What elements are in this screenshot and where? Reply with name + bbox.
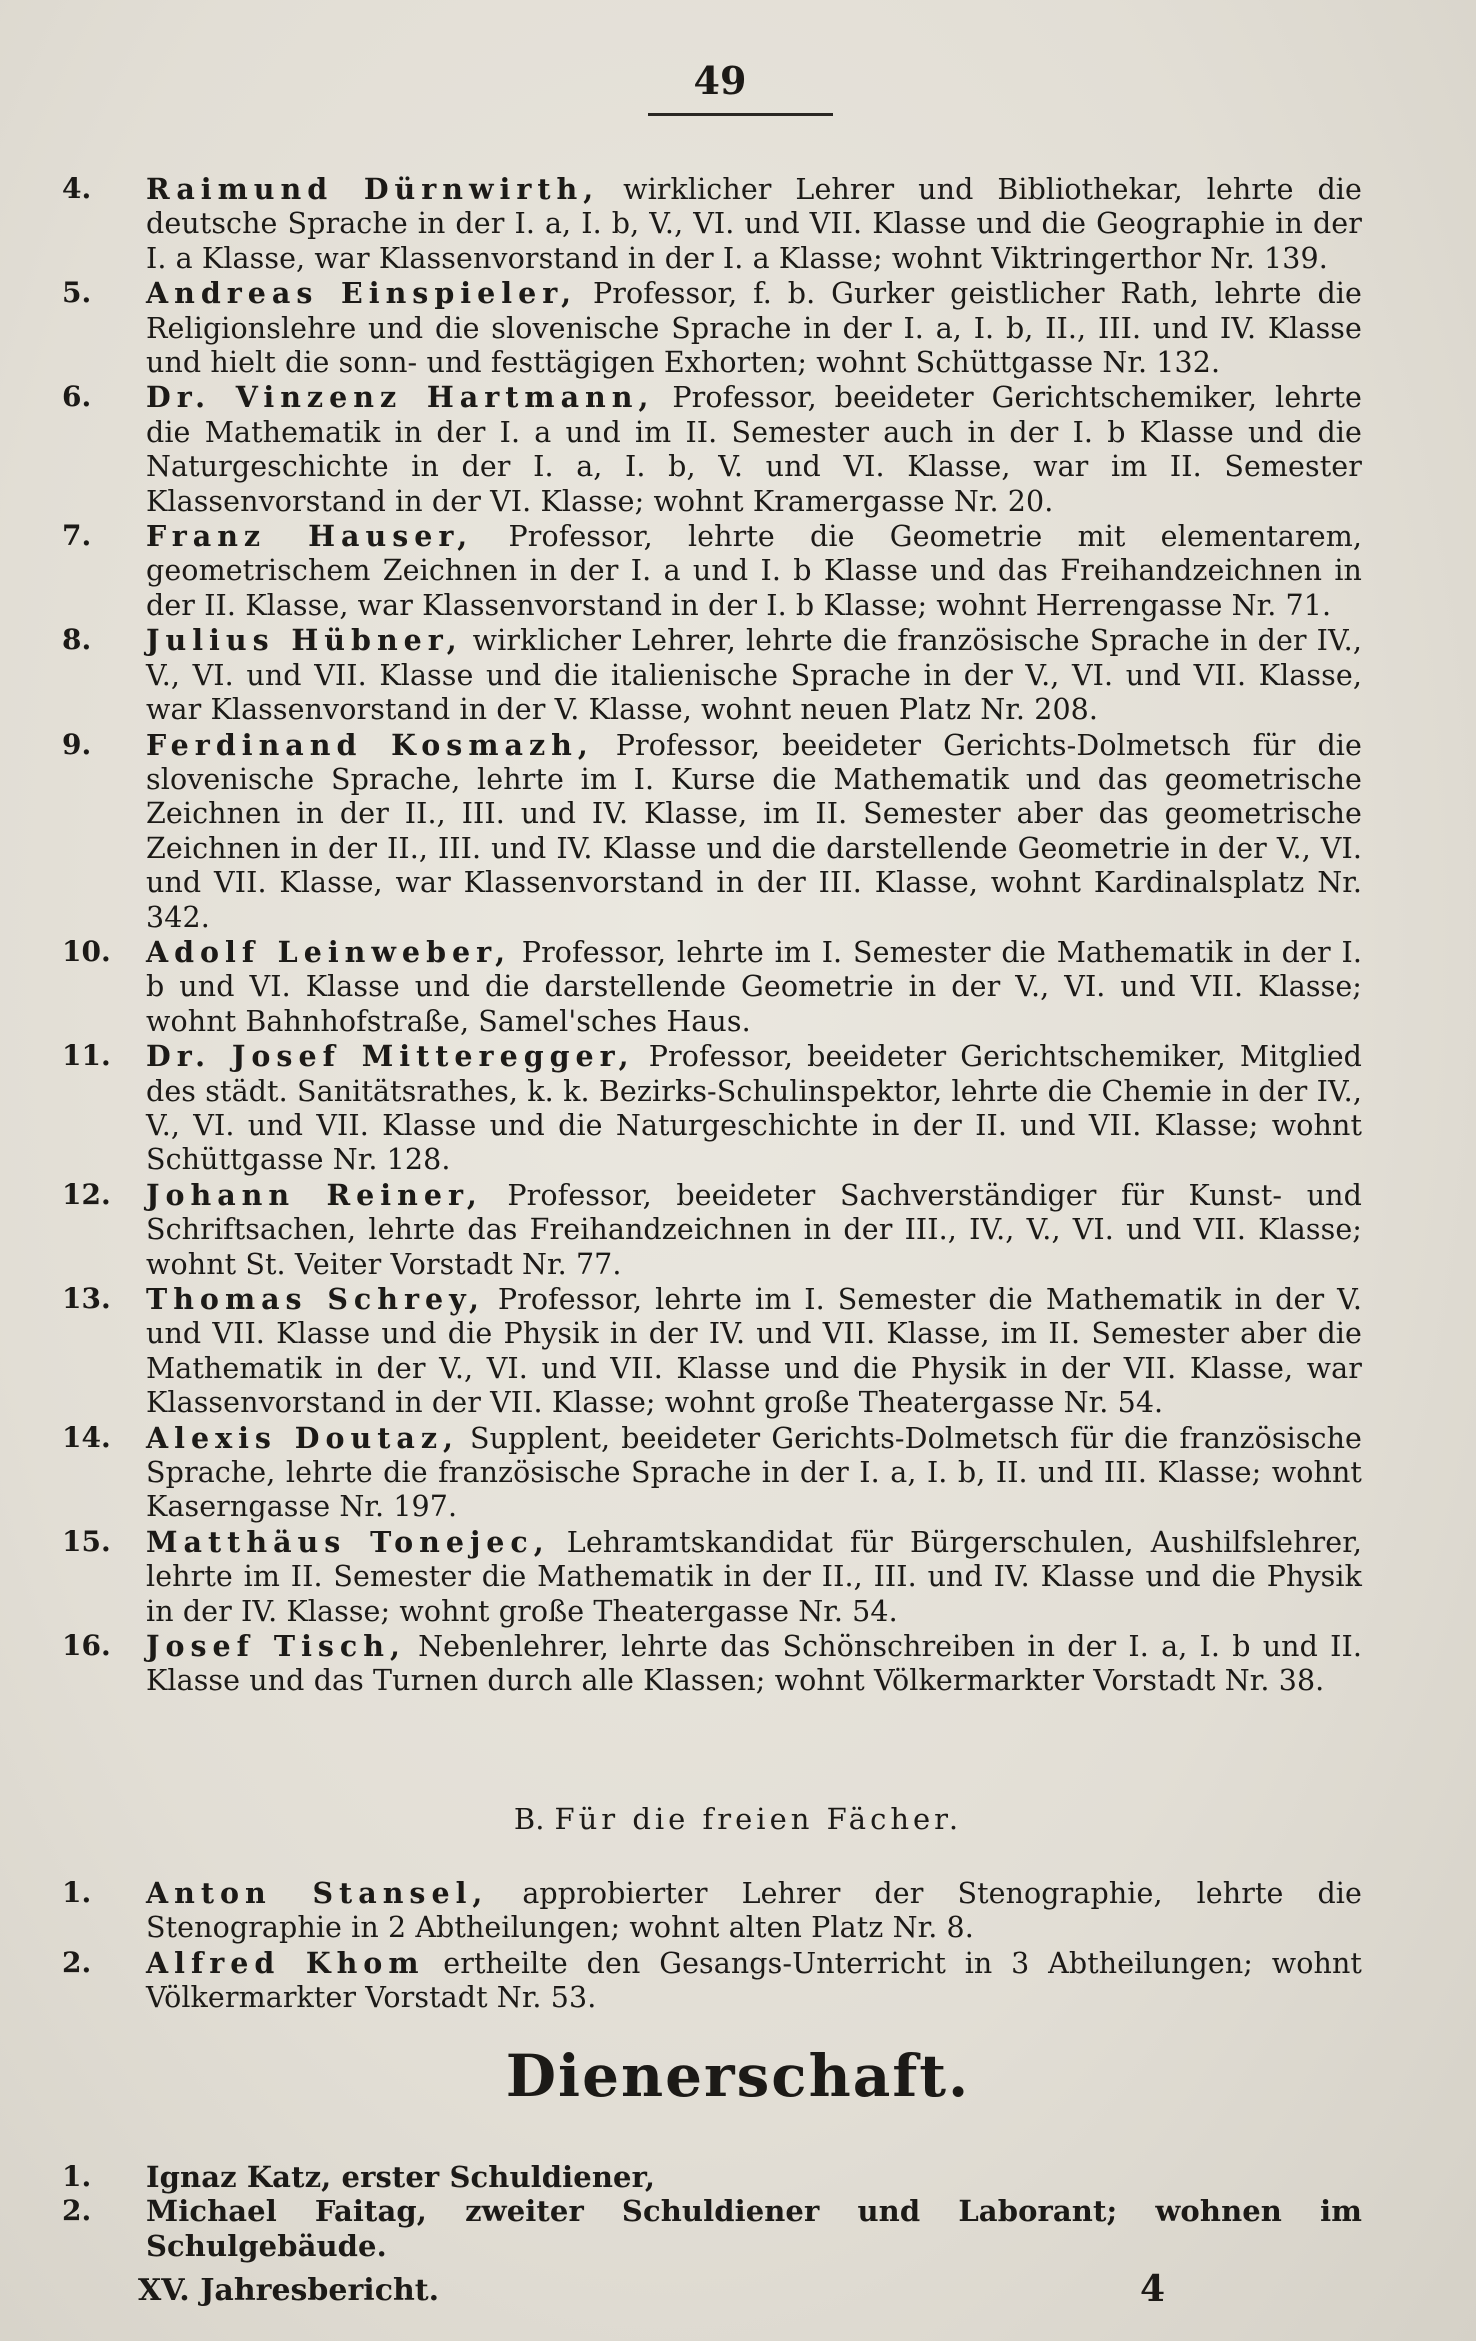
item-text <box>146 1525 1362 1629</box>
item-number: 4. <box>62 172 92 205</box>
item-text <box>146 1946 1362 2016</box>
person-name: Raimund Dürnwirth, <box>146 172 600 206</box>
person-name: Adolf Leinweber, <box>146 934 511 969</box>
list-item <box>62 1525 1362 1629</box>
item-number: 2. <box>62 1945 92 1979</box>
list-item <box>62 2160 1362 2194</box>
item-description: Nebenlehrer, lehrte das Schönschreiben in der I. a, I. b und II. Klasse und das Turnen durch alle Klassen; wohnt Völkermarkter Vorstadt Nr. 38. <box>146 1630 1362 1698</box>
item-text <box>146 935 1362 1039</box>
item-description: Professor, beeideter Gerichtschemiker, lehrte die Mathematik in der I. a und im II. Semester auch in der I. b Klasse und die Naturgeschichte in der I. a, I. b, V. und VI. Klasse, war im II. Semester Klassenvorstand in der VI. Klasse; wohnt Kramergasse Nr. 20. <box>146 381 1362 518</box>
item-text <box>146 2160 1362 2194</box>
section-b-title: Für die freien Fächer. <box>554 1802 963 1836</box>
person-name: Franz Hauser, <box>146 519 474 554</box>
item-text <box>146 1629 1362 1699</box>
item-description: Professor, lehrte im I. Semester die Mathematik in der V. und VII. Klasse und die Physik in der IV. und VII. Klasse, im II. Semester aber die Mathematik in der V., VI. und VII. Klasse und die Physik in der VII. Klasse, war Klassenvorstand in der VII. Klasse; wohnt große Theatergasse Nr. 54. <box>146 1283 1362 1420</box>
header-rule <box>648 113 833 116</box>
person-name: Alexis Doutaz, <box>146 1420 459 1455</box>
staff-heading: Dienerschaft. <box>505 2042 971 2110</box>
person-name: Julius Hübner, <box>146 623 463 658</box>
item-description: Ignaz Katz, erster Schuldiener, <box>146 2160 656 2194</box>
person-name: Dr. Josef Mitteregger, <box>146 1039 635 1074</box>
list-item <box>62 2194 1362 2263</box>
item-description: Professor, f. b. Gurker geistlicher Rath, lehrte die Religionslehre und die slovenische Sprache in der I. a, I. b, II., III. und IV. Klasse und hielt die sonn- und festtägigen Exhorten; wohnt Schüttgasse Nr. 132. <box>146 277 1362 380</box>
item-number: 9. <box>62 727 92 761</box>
item-text <box>146 519 1362 623</box>
item-number: 5. <box>62 276 92 310</box>
item-number: 14. <box>62 1420 111 1454</box>
servants-list <box>62 2160 1362 2263</box>
person-name: Anton Stansel, <box>146 1876 489 1910</box>
list-item <box>62 1421 1362 1525</box>
item-number: 12. <box>62 1177 111 1211</box>
item-number: 2. <box>62 2194 92 2228</box>
list-item <box>62 1178 1362 1282</box>
person-name: Alfred Khom <box>146 1945 425 1980</box>
footer-report-label: XV. Jahresbericht. <box>138 2273 440 2308</box>
item-text <box>146 1421 1362 1525</box>
item-description: ertheilte den Gesangs-Unterricht in 3 Abtheilungen; wohnt Völkermarkter Vorstadt Nr. 53. <box>146 1946 1362 2015</box>
item-description: Professor, beeideter Gerichts-Dolmetsch für die slovenische Sprache, lehrte im I. Kurse die Mathematik und das geometrische Zeichnen in der II., III. und IV. Klasse, im II. Semester aber das geometrische Zeichnen in der II., III. und IV. Klasse und die darstellende Geometrie in der V., VI. und VII. Klasse, war Klassenvorstand in der III. Klasse, wohnt Kardinalsplatz Nr. 342. <box>146 728 1362 934</box>
person-name: Matthäus Tonejec, <box>146 1524 550 1559</box>
item-description: Professor, beeideter Sachverständiger für Kunst- und Schriftsachen, lehrte das Freihandzeichnen in der III., IV., V., VI. und VII. Klasse; wohnt St. Veiter Vorstadt Nr. 77. <box>146 1178 1362 1281</box>
item-number: 16. <box>62 1629 111 1663</box>
item-number: 11. <box>62 1039 111 1073</box>
item-text <box>146 172 1362 276</box>
list-item <box>62 935 1362 1039</box>
list-item <box>62 728 1362 935</box>
item-number: 7. <box>62 519 92 553</box>
list-item <box>62 623 1362 727</box>
item-number: 10. <box>62 934 111 968</box>
staff-entries-list <box>62 172 1362 1699</box>
item-number: 6. <box>62 380 92 414</box>
item-text <box>146 1039 1362 1178</box>
footer-signature-mark: 4 <box>1140 2268 1166 2310</box>
list-item <box>62 276 1362 380</box>
item-description: Lehramtskandidat für Bürgerschulen, Aushilfslehrer, lehrte im II. Semester die Mathematik in der II., III. und IV. Klasse und die Physik in der IV. Klasse; wohnt große Theatergasse Nr. 54. <box>146 1525 1362 1628</box>
list-item <box>62 172 1362 276</box>
item-number: 13. <box>62 1282 111 1315</box>
item-description: Michael Faitag, zweiter Schuldiener und Laborant; wohnen im Schulgebäude. <box>146 2194 1362 2263</box>
item-description: Professor, lehrte im I. Semester die Mathematik in der I. b und VI. Klasse und die darstellende Geometrie in der V., VI. und VII. Klasse; wohnt Bahnhofstraße, Samel'sches Haus. <box>146 935 1362 1038</box>
item-number: 15. <box>62 1524 111 1558</box>
item-text <box>146 1282 1362 1421</box>
item-description: wirklicher Lehrer, lehrte die französische Sprache in der IV., V., VI. und VII. Klasse und die italienische Sprache in der V., VI. und VII. Klasse, war Klassenvorstand in der V. Klasse, wohnt neuen Platz Nr. 208. <box>146 624 1362 727</box>
page-number: 49 <box>693 58 747 103</box>
item-description: wirklicher Lehrer und Bibliothekar, lehrte die deutsche Sprache in der I. a, I. b, V., VI. und VII. Klasse und die Geographie in der I. a Klasse, war Klassenvorstand in der I. a Klasse; wohnt Viktringerthor Nr. 139. <box>146 173 1362 275</box>
person-name: Josef Tisch, <box>146 1629 406 1664</box>
list-item <box>62 1039 1362 1178</box>
item-text <box>146 276 1362 380</box>
list-item <box>62 1876 1362 1946</box>
item-description: Professor, lehrte die Geometrie mit elementarem, geometrischem Zeichnen in der I. a und I. b Klasse und das Freihandzeichnen in der II. Klasse, war Klassenvorstand in der I. b Klasse; wohnt Herrengasse Nr. 71. <box>146 520 1362 622</box>
item-number: 8. <box>62 623 92 657</box>
item-number: 1. <box>62 1876 92 1909</box>
person-name: Thomas Schrey, <box>146 1282 485 1316</box>
item-description: Professor, beeideter Gerichtschemiker, Mitglied des städt. Sanitätsrathes, k. k. Bezirks-Schulinspektor, lehrte die Chemie in der IV., V., VI. und VII. Klasse und die Naturgeschichte in der II. und VII. Klasse; wohnt Schüttgasse Nr. 128. <box>146 1040 1363 1177</box>
item-text <box>146 380 1362 519</box>
section-b-letter: B. <box>513 1802 545 1836</box>
section-b-heading <box>0 1802 1476 1836</box>
list-item <box>62 380 1362 519</box>
person-name: Andreas Einspieler, <box>146 276 578 311</box>
item-description: approbierter Lehrer der Stenographie, lehrte die Stenographie in 2 Abtheilungen; wohnt alten Platz Nr. 8. <box>146 1877 1362 1945</box>
person-name: Johann Reiner, <box>146 1177 483 1212</box>
item-number: 1. <box>62 2160 92 2193</box>
item-text <box>146 2194 1362 2263</box>
item-text <box>146 1178 1362 1282</box>
list-item <box>62 519 1362 623</box>
person-name: Dr. Vinzenz Hartmann, <box>146 380 655 415</box>
list-item <box>62 1946 1362 2016</box>
item-text <box>146 623 1362 727</box>
list-item <box>62 1282 1362 1421</box>
list-item <box>62 1629 1362 1699</box>
item-text <box>146 728 1362 935</box>
person-name: Ferdinand Kosmazh, <box>146 727 594 762</box>
item-description: Supplent, beeideter Gerichts-Dolmetsch für die französische Sprache, lehrte die französische Sprache in der I. a, I. b, II. und III. Klasse; wohnt Kaserngasse Nr. 197. <box>146 1421 1362 1524</box>
item-text <box>146 1876 1362 1946</box>
free-subjects-list <box>62 1876 1362 2016</box>
